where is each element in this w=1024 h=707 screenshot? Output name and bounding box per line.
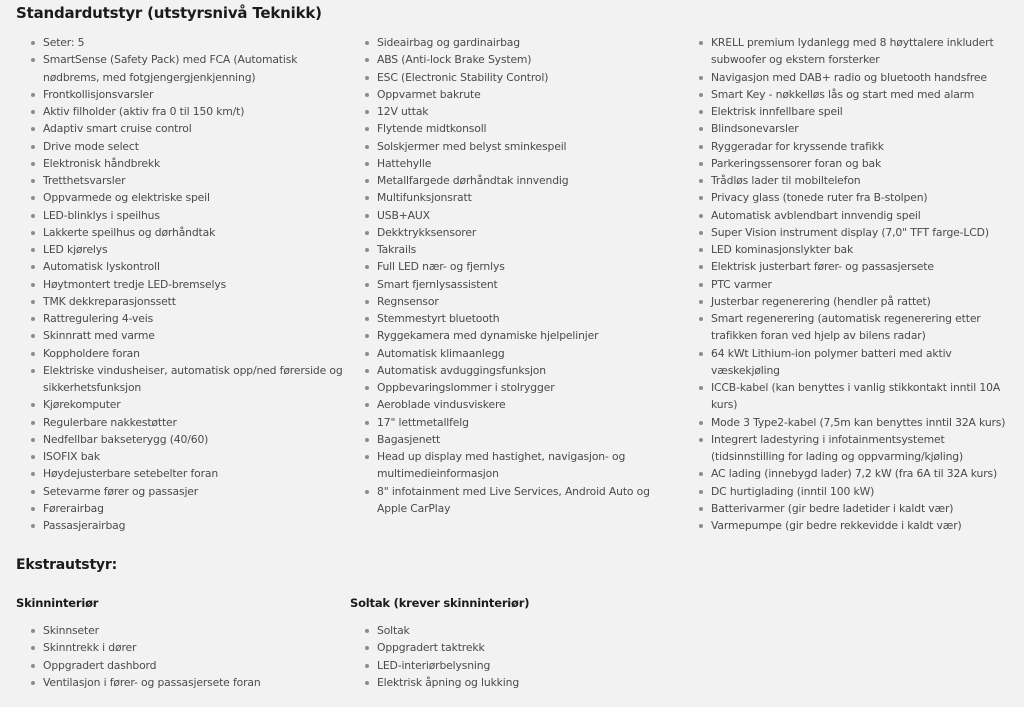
list-item: Flytende midtkonsoll xyxy=(350,120,680,137)
list-item: SmartSense (Safety Pack) med FCA (Automatisk nødbrems, med fotgjengergjenkjenning) xyxy=(16,51,346,86)
list-item: AC lading (innebygd lader) 7,2 kW (fra 6A til 32A kurs) xyxy=(684,465,1020,482)
package-title-leather-interior: Skinninteriør xyxy=(16,596,99,610)
list-item: Smart fjernlysassistent xyxy=(350,276,680,293)
list-item: Blindsonevarsler xyxy=(684,120,1020,137)
list-item: Nedfellbar bakseterygg (40/60) xyxy=(16,431,346,448)
list-item: Batterivarmer (gir bedre ladetider i kaldt vær) xyxy=(684,500,1020,517)
list-item: Høytmontert tredje LED-bremselys xyxy=(16,276,346,293)
list-item: Justerbar regenerering (hendler på rattet) xyxy=(684,293,1020,310)
list-item: ESC (Electronic Stability Control) xyxy=(350,69,680,86)
list-item: Regulerbare nakkestøtter xyxy=(16,414,346,431)
list-item: 8" infotainment med Live Services, Android Auto og Apple CarPlay xyxy=(350,483,680,518)
list-item: Kjørekomputer xyxy=(16,396,346,413)
list-item: Ryggekamera med dynamiske hjelpelinjer xyxy=(350,327,680,344)
list-item: Sideairbag og gardinairbag xyxy=(350,34,680,51)
list-item: Regnsensor xyxy=(350,293,680,310)
list-item: DC hurtiglading (inntil 100 kW) xyxy=(684,483,1020,500)
package-title-sunroof: Soltak (krever skinninteriør) xyxy=(350,596,530,610)
list-item: Tretthetsvarsler xyxy=(16,172,346,189)
list-item: Super Vision instrument display (7,0" TFT farge-LCD) xyxy=(684,224,1020,241)
list-item: Oppvarmede og elektriske speil xyxy=(16,189,346,206)
list-item: Integrert ladestyring i infotainmentsystemet (tidsinnstilling for lading og oppvarming/kjøling) xyxy=(684,431,1020,466)
list-item: LED kominasjonslykter bak xyxy=(684,241,1020,258)
list-item: Automatisk klimaanlegg xyxy=(350,345,680,362)
list-item: Mode 3 Type2-kabel (7,5m kan benyttes inntil 32A kurs) xyxy=(684,414,1020,431)
list-item: Full LED nær- og fjernlys xyxy=(350,258,680,275)
list-item: Aktiv filholder (aktiv fra 0 til 150 km/t) xyxy=(16,103,346,120)
list-item: 64 kWt Lithium-ion polymer batteri med aktiv væskekjøling xyxy=(684,345,1020,380)
list-item: Automatisk avduggingsfunksjon xyxy=(350,362,680,379)
list-item: Adaptiv smart cruise control xyxy=(16,120,346,137)
list-item: Rattregulering 4-veis xyxy=(16,310,346,327)
list-item: 12V uttak xyxy=(350,103,680,120)
list-item: Elektrisk åpning og lukking xyxy=(350,674,680,691)
list-item: Oppbevaringslommer i stolrygger xyxy=(350,379,680,396)
list-item: Privacy glass (tonede ruter fra B-stolpen) xyxy=(684,189,1020,206)
list-item: USB+AUX xyxy=(350,207,680,224)
list-item: Drive mode select xyxy=(16,138,346,155)
list-item: Høydejusterbare setebelter foran xyxy=(16,465,346,482)
list-item: LED-interiørbelysning xyxy=(350,657,680,674)
list-item: TMK dekkreparasjonssett xyxy=(16,293,346,310)
list-item: Oppgradert dashbord xyxy=(16,657,346,674)
list-item: Setevarme fører og passasjer xyxy=(16,483,346,500)
list-item: Ventilasjon i fører- og passasjersete foran xyxy=(16,674,346,691)
list-item: Smart regenerering (automatisk regenerering etter trafikken foran ved hjelp av bilens radar) xyxy=(684,310,1020,345)
list-item: Oppgradert taktrekk xyxy=(350,639,680,656)
standard-list-column-3 xyxy=(684,34,1020,534)
standard-equipment-title: Standardutstyr (utstyrsnivå Teknikk) xyxy=(16,4,322,22)
list-item: Aeroblade vindusviskere xyxy=(350,396,680,413)
list-item: Passasjerairbag xyxy=(16,517,346,534)
package-list-sunroof xyxy=(350,622,680,691)
list-item: ABS (Anti-lock Brake System) xyxy=(350,51,680,68)
list-item: Automatisk lyskontroll xyxy=(16,258,346,275)
list-item: Koppholdere foran xyxy=(16,345,346,362)
list-item: Skinnratt med varme xyxy=(16,327,346,344)
list-item: Skinnseter xyxy=(16,622,346,639)
list-item: Frontkollisjonsvarsler xyxy=(16,86,346,103)
list-item: Seter: 5 xyxy=(16,34,346,51)
list-item: Førerairbag xyxy=(16,500,346,517)
list-item: LED-blinklys i speilhus xyxy=(16,207,346,224)
list-item: Oppvarmet bakrute xyxy=(350,86,680,103)
list-item: Soltak xyxy=(350,622,680,639)
list-item: Trådløs lader til mobiltelefon xyxy=(684,172,1020,189)
list-item: Bagasjenett xyxy=(350,431,680,448)
list-item: Elektriske vindusheiser, automatisk opp/ned førerside og sikkerhetsfunksjon xyxy=(16,362,346,397)
standard-list-column-1 xyxy=(16,34,346,534)
standard-list-column-2 xyxy=(350,34,680,517)
list-item: Elektrisk justerbart fører- og passasjersete xyxy=(684,258,1020,275)
list-item: 17" lettmetallfelg xyxy=(350,414,680,431)
list-item: Head up display med hastighet, navigasjon- og multimedieinformasjon xyxy=(350,448,680,483)
list-item: Hattehylle xyxy=(350,155,680,172)
list-item: Stemmestyrt bluetooth xyxy=(350,310,680,327)
list-item: Dekktrykksensorer xyxy=(350,224,680,241)
list-item: Automatisk avblendbart innvendig speil xyxy=(684,207,1020,224)
list-item: Lakkerte speilhus og dørhåndtak xyxy=(16,224,346,241)
package-list-leather-interior xyxy=(16,622,346,691)
list-item: Takrails xyxy=(350,241,680,258)
list-item: Multifunksjonsratt xyxy=(350,189,680,206)
list-item: Smart Key - nøkkelløs lås og start med med alarm xyxy=(684,86,1020,103)
list-item: Skinntrekk i dører xyxy=(16,639,346,656)
list-item: Elektrisk innfellbare speil xyxy=(684,103,1020,120)
list-item: ISOFIX bak xyxy=(16,448,346,465)
list-item: PTC varmer xyxy=(684,276,1020,293)
list-item: Elektronisk håndbrekk xyxy=(16,155,346,172)
list-item: LED kjørelys xyxy=(16,241,346,258)
extra-equipment-title: Ekstrautstyr: xyxy=(16,557,117,573)
list-item: ICCB-kabel (kan benyttes i vanlig stikkontakt inntil 10A kurs) xyxy=(684,379,1020,414)
list-item: Solskjermer med belyst sminkespeil xyxy=(350,138,680,155)
list-item: Parkeringssensorer foran og bak xyxy=(684,155,1020,172)
list-item: Ryggeradar for kryssende trafikk xyxy=(684,138,1020,155)
list-item: Navigasjon med DAB+ radio og bluetooth handsfree xyxy=(684,69,1020,86)
list-item: Metallfargede dørhåndtak innvendig xyxy=(350,172,680,189)
list-item: Varmepumpe (gir bedre rekkevidde i kaldt vær) xyxy=(684,517,1020,534)
list-item: KRELL premium lydanlegg med 8 høyttalere inkludert subwoofer og ekstern forsterker xyxy=(684,34,1020,69)
